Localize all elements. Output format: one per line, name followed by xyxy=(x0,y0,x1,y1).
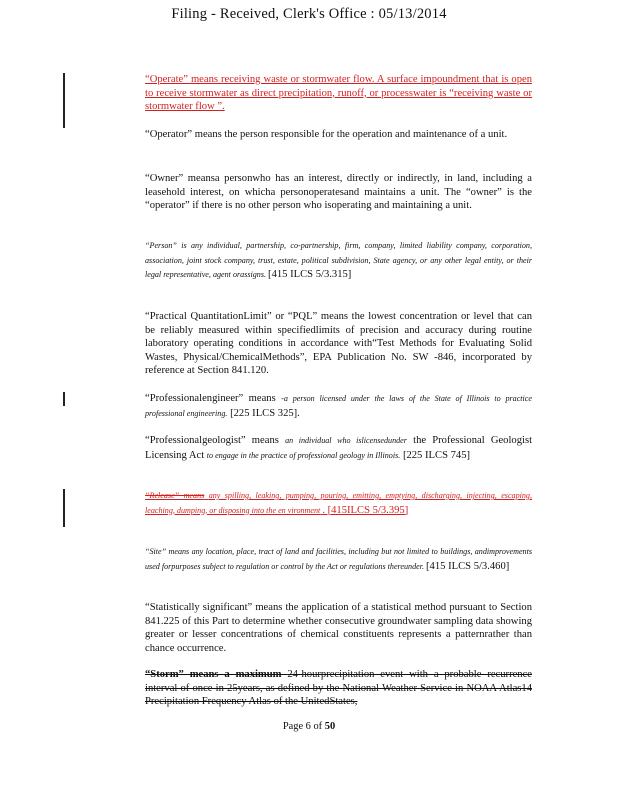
definition-professional-geologist xyxy=(145,434,532,463)
change-bar xyxy=(63,489,65,527)
definition-text: “Practical QuantitationLimit” or “PQL” means the lowest concentration or level that can be reliably measured within specifiedlimits of precision and accuracy during routine laboratory operating conditions in accordance with“Test Methods for Evaluating Solid Wastes, Physical/ChemicalMethods”, EPA Publication No. SW -846, incorporated by reference at Section 841.120. xyxy=(145,311,532,377)
defined-term: “Professionalgeologist” means xyxy=(145,435,279,446)
definition-release xyxy=(145,489,532,518)
definition-storm xyxy=(145,668,532,709)
definition-text: to engage in the practice of professional geology in Illinois. xyxy=(206,450,401,460)
definition-statistically-significant xyxy=(145,601,532,655)
statute-reference: [415 ILCS 5/3.315] xyxy=(268,269,352,280)
act-name: Professional Geologist Licensing Act xyxy=(145,435,533,461)
statute-reference: . [415ILCS 5/3.395] xyxy=(322,504,409,516)
definition-text: -a person licensed under the laws of the State of Illinois to practice professional engineering. xyxy=(145,394,532,418)
page-number: 6 xyxy=(305,721,311,732)
definition-text: the xyxy=(413,435,427,446)
defined-term: “Professionalengineer” means xyxy=(145,393,276,404)
definition-text: “Operator” means the person responsible for the operation and maintenance of a unit. xyxy=(145,129,508,140)
definition-professional-engineer xyxy=(145,392,532,421)
page-footer xyxy=(0,721,618,732)
filing-header: Filing - Received, Clerk's Office : 05/13/2014 xyxy=(171,6,447,22)
statute-reference: [225 ILCS 325]. xyxy=(230,407,300,419)
definition-text: “Site” means any location, place, tract of land and facilities, including but not limited to buildings, andimprovements used forpurposes subject to regulation or control by the Act or regulations thereunder. xyxy=(145,547,532,571)
change-bar xyxy=(63,73,65,128)
statute-reference: [225 ILCS 745] xyxy=(402,449,471,461)
definition-operate xyxy=(145,73,532,114)
definition-site xyxy=(145,545,532,574)
definition-pql xyxy=(145,310,532,378)
definition-text: any spilling, leaking, pumping, pouring, emitting, emptying, discharging, injecting, escaping, leaching, dumping, or disposing into the en vironment xyxy=(145,491,532,515)
defined-term: “Release” means xyxy=(145,491,205,500)
definition-text: “Operate” means receiving waste or stormwater flow. A surface impoundment that is open to receive stormwater as direct precipitation, runoff, or processwater is “receiving waste or stormwater flow ”. xyxy=(145,74,532,113)
statute-reference: [415 ILCS 5/3.460] xyxy=(426,560,510,572)
definition-text: “Person” is any individual, partnership, co-partnership, firm, company, limited liability company, corporation, association, joint stock company, trust, estate, political subdivision, State agency, or any other legal entity, or their legal representative, agent orassigns. xyxy=(145,241,532,279)
definition-text: an individual who islicensedunder xyxy=(285,436,407,445)
change-bar xyxy=(63,392,65,406)
definition-owner xyxy=(145,172,532,213)
page-label: Page xyxy=(282,721,304,732)
definition-person xyxy=(145,239,532,283)
page-total: 50 xyxy=(324,721,336,732)
definition-text: “Owner” meansa personwho has an interest, directly or indirectly, in land, including a leasehold interest, on whicha personoperatesand maintains a unit. The “owner” is the “operator” if there is no other person who isoperating and maintaining a unit. xyxy=(145,173,532,212)
of-label: of xyxy=(313,721,323,732)
definition-operator xyxy=(145,128,532,142)
definition-text: “Statistically significant” means the application of a statistical method pursuant to Section 841.225 of this Part to determine whether consecutive groundwater sampling data showing greater or lesser concentrations of chemical constituents represents a patternrather than chance occurrence. xyxy=(145,602,532,654)
definition-text: 24-hourprecipitation event with a probable recurrence interval of once in 25years, as defined by the National Weather Service in NOAA Atlas14 Precipitation Frequency Atlas of the UnitedStates, xyxy=(145,669,532,708)
defined-term: “Storm” means a maximum xyxy=(145,669,282,680)
